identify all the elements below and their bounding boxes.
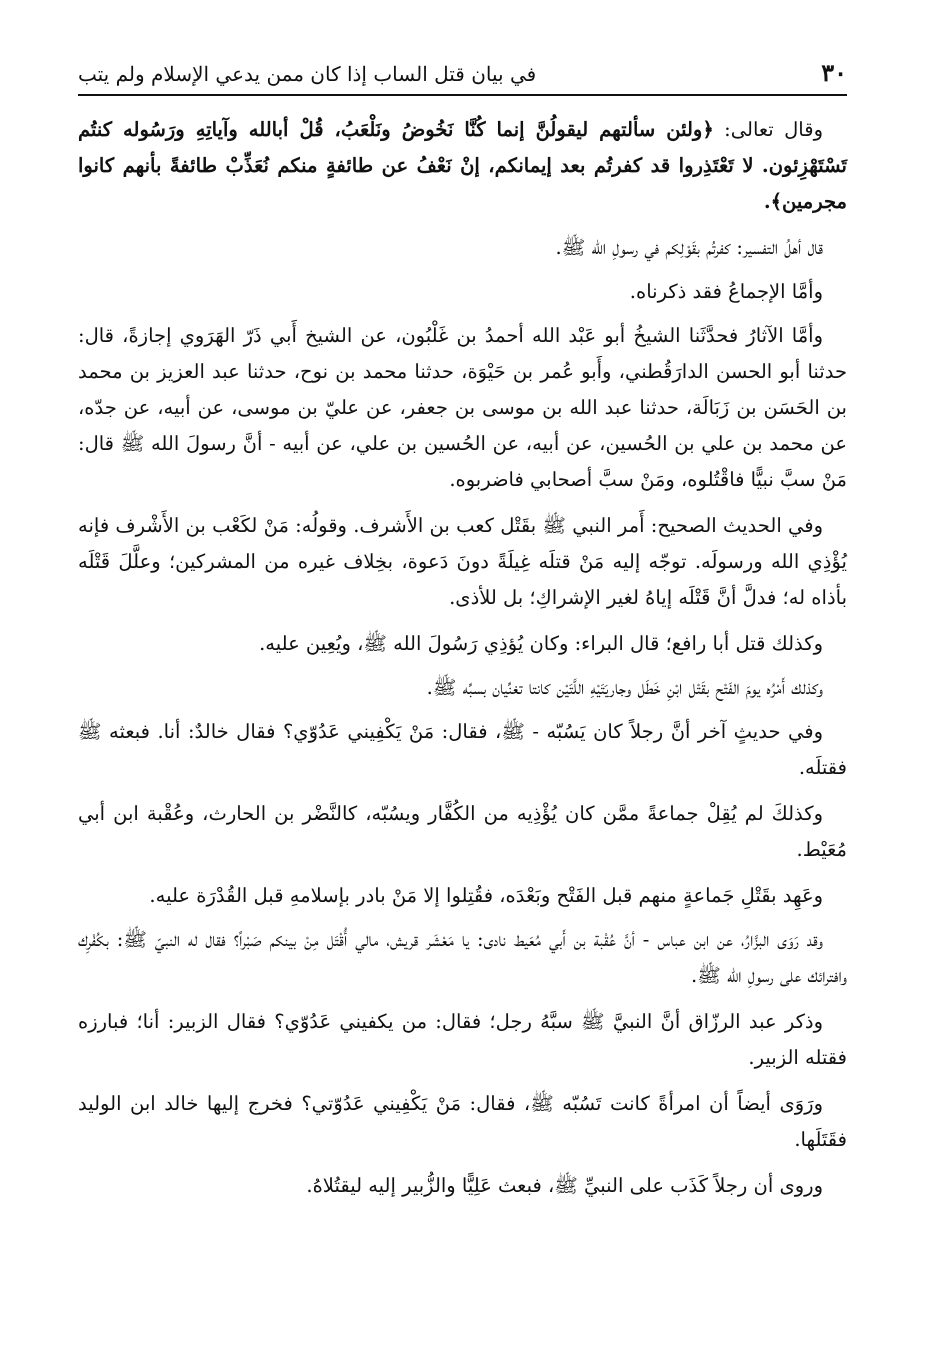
paragraph-ibn-khatal: وكذلك أَمْرُه يومَ الفَتْح بقَتْل ابْنِ خَطَل وجاريَتَيْهِ اللَّتَيْن كانتا تغنِّيان بسبِّه ﷺ.	[426, 676, 823, 699]
paragraph-lead: وقال تعالى:	[713, 118, 823, 141]
running-title: في بيان قتل الساب إذا كان ممن يدعي الإسلام ولم يتب	[78, 62, 537, 86]
paragraph-kaab-ibn-ashraf: وفي الحديث الصحيح: أَمر النبي ﷺ بقَتْل كعب بن الأَشرف. وقولُه: مَنْ لكَعْب بن الأَشْرف فإنه يُؤْذِي الله ورسولَه. توجّه إليه مَنْ قتلَه غِيلَةً دونَ دَعوة، بخِلاف غيره من المشركين؛ وعلَّلَ قَتْلَه بأذاه له؛ فدلَّ أنَّ قَتْلَه إياهُ لغير الإشراكِ؛ بل للأذى.	[78, 514, 847, 609]
quran-quote: ﴿ولئن سألتهم ليقولُنَّ إنما كُنَّا نَخُوضُ ونَلْعَبُ، قُلْ أبالله وآياتِهِ ورَسُوله كنتُم تَسْتَهْزِئون. لا تَعْتَذِروا قد كفرتُم بعد إيمانكم، إنْ نَعْفُ عن طائفةٍ منكم نُعَذِّبْ طائفةً بأنهم كانوا مجرمين﴾.	[78, 118, 847, 213]
running-header	[78, 56, 847, 96]
paragraph-bazzar: وقد رَوَى البزَّارُ، عن ابن عباس - أنَّ عُقْبة بن أَبي مُعَيط نادى: يا مَعْشَر قريش، مالي أُقْتَل مِنْ بينكم صَبْراً؟ فقال له النبيّ ﷺ: بكُفْرِك وافترائك على رسولِ الله ﷺ.	[78, 928, 847, 987]
paragraph-fath: وعَهِد بقَتْلِ جَماعةٍ منهم قبل الفَتْح وبَعْدَه، فقُتِلوا إلا مَنْ بادر بإسلامهِ قبل القُدْرَة عليه.	[149, 884, 823, 907]
paragraph-abd-al-razzaq: وذكر عبد الرزّاق أنَّ النبيَّ ﷺ سبَّهُ رجل؛ فقال: من يكفيني عَدُوّي؟ فقال الزبير: أنا؛ فبارزه فقتله الزبير.	[78, 1010, 847, 1069]
paragraph-nadr-uqba: وكذلكَ لم يُقِلْ جماعةً ممَّن كان يُؤْذِيه من الكُفَّار ويسُبّه، كالنَّضْر بن الحارث، وعُقْبة ابن أبي مُعَيْط.	[78, 802, 847, 861]
paragraph-quran-verse	[78, 112, 847, 220]
paragraph-abu-rafi: وكذلك قتل أبا رافع؛ قال البراء: وكان يُؤذِي رَسُولَ الله ﷺ، ويُعِين عليه.	[259, 632, 823, 655]
paragraph-ijma: وأمَّا الإجماعُ فقد ذكرناه.	[629, 280, 823, 303]
paragraph-tafsir: قال أهلُ التفسير: كفرتُم بقَوْلِكم في رسولِ الله ﷺ.	[555, 236, 823, 259]
page-number: ٣٠	[821, 58, 847, 87]
paragraph-athar-isnad: وأمَّا الآثارُ فحدَّثَنا الشيخُ أبو عَبْد الله أحمدُ بن غَلْبُون، عن الشيخ أَبي ذَرّ الهَرَوي إجازةً، قال: حدثنا أبو الحسن الدارَقُطني، وأَبو عُمر بن حَيْوَة، حدثنا محمد بن نوح، حدثنا عبد العزيز بن محمد بن الحَسَن بن زَبَالَة، حدثنا عبد الله بن موسى بن جعفر، عن عليّ بن موسى، عن أبيه، عن جدّه، عن محمد بن علي بن الحُسين، عن أبيه، عن الحُسين بن علي، عن أبيه - أنَّ رسولَ الله ﷺ قال: مَنْ سبَّ نبيًّا فاقْتُلوه، ومَنْ سبَّ أصحابي فاضربوه.	[78, 324, 847, 491]
paragraph-khalid: وفي حديثٍ آخر أنَّ رجلاً كان يَسُبّه - ﷺ، فقال: مَنْ يَكْفِيني عَدُوّي؟ فقال خالدٌ: أنا. فبعثه ﷺ فقتلَه.	[78, 720, 847, 779]
paragraph-woman: ورَوَى أيضاً أن امرأةً كانت تَسُبّه ﷺ، فقال: مَنْ يَكْفِيني عَدُوّتي؟ فخرج إليها خالد ابن الوليد فقَتَلَها.	[78, 1092, 847, 1151]
paragraph-liar: وروى أن رجلاً كَذَب على النبيِّ ﷺ، فبعث عَلِيًّا والزُّبير إليه ليقتُلاهُ.	[306, 1174, 823, 1197]
body-text	[78, 112, 847, 1214]
